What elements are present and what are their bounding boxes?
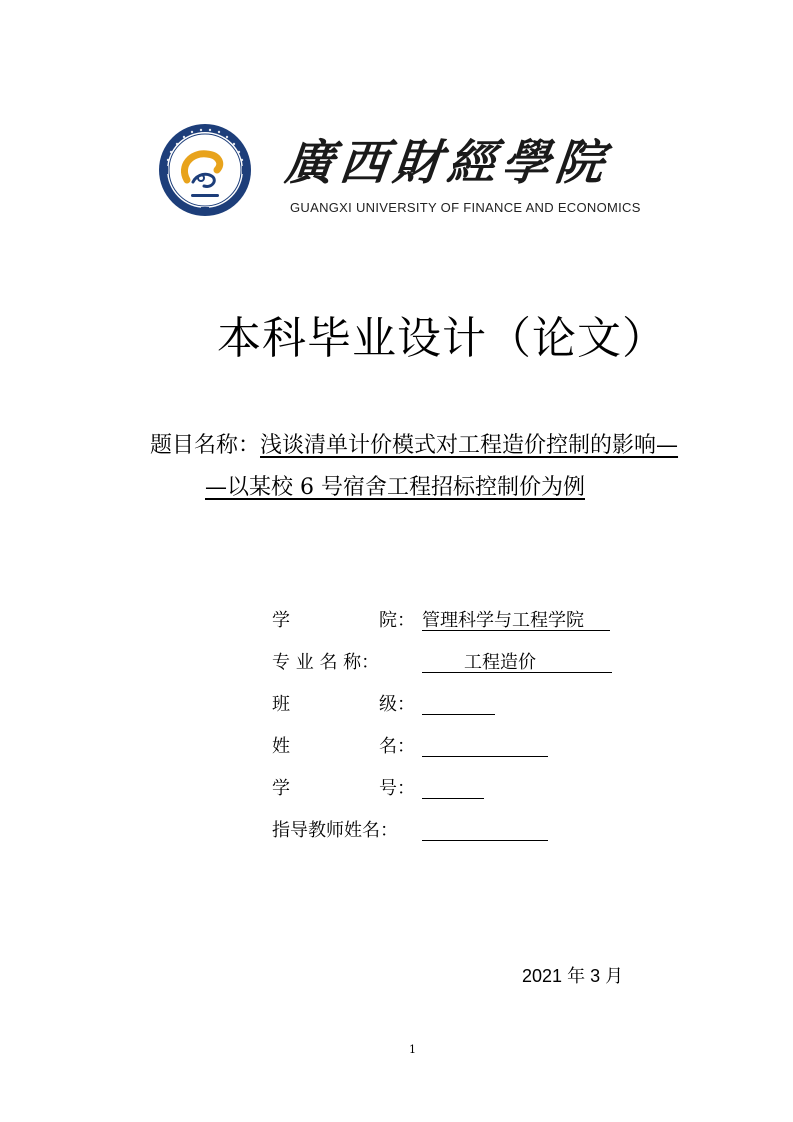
date-year-unit: 年 — [567, 966, 586, 987]
student-id-label-b: 号： — [379, 778, 415, 799]
college-underline — [422, 630, 610, 631]
topic-label: 题目名称： — [150, 433, 261, 458]
major-label: 专 业 名 称： — [272, 652, 380, 673]
advisor-label: 指导教师姓名： — [272, 820, 398, 841]
topic-line-2 — [205, 470, 585, 501]
class-row — [272, 690, 612, 716]
college-value: 管理科学与工程学院 — [422, 610, 584, 631]
submission-date — [522, 962, 623, 988]
topic-line-1 — [150, 428, 678, 459]
topic-value-line-1: 浅谈清单计价模式对工程造价控制的影响— — [260, 433, 679, 458]
advisor-underline — [422, 840, 548, 841]
document-title: 本科毕业设计（论文） — [217, 313, 667, 364]
student-id-row — [272, 774, 612, 800]
name-underline — [422, 756, 548, 757]
major-underline — [422, 672, 612, 673]
student-id-label-a: 学 — [272, 778, 290, 799]
class-label-b: 级： — [379, 694, 415, 715]
advisor-row — [272, 816, 612, 842]
date-year: 2021 — [522, 966, 563, 986]
name-label-b: 名： — [379, 736, 415, 757]
class-label-a: 班 — [272, 694, 290, 715]
major-row — [272, 648, 612, 674]
topic-value-line-2: —以某校 6 号宿舍工程招标控制价为例 — [205, 475, 585, 500]
name-label-a: 姓 — [272, 736, 290, 757]
page-number: 1 — [409, 1043, 416, 1056]
college-row — [272, 606, 612, 632]
major-value: 工程造价 — [464, 652, 536, 673]
college-label-a: 学 — [272, 610, 290, 631]
name-row — [272, 732, 612, 758]
date-month-unit: 月 — [605, 966, 624, 987]
university-name-chinese: 廣西財經學院 — [282, 135, 613, 191]
class-underline — [422, 714, 495, 715]
date-month: 3 — [590, 966, 601, 986]
college-label-b: 院： — [379, 610, 415, 631]
university-seal-logo — [157, 122, 253, 218]
student-id-underline — [422, 798, 484, 799]
university-name-english: GUANGXI UNIVERSITY OF FINANCE AND ECONOMICS — [290, 200, 641, 215]
